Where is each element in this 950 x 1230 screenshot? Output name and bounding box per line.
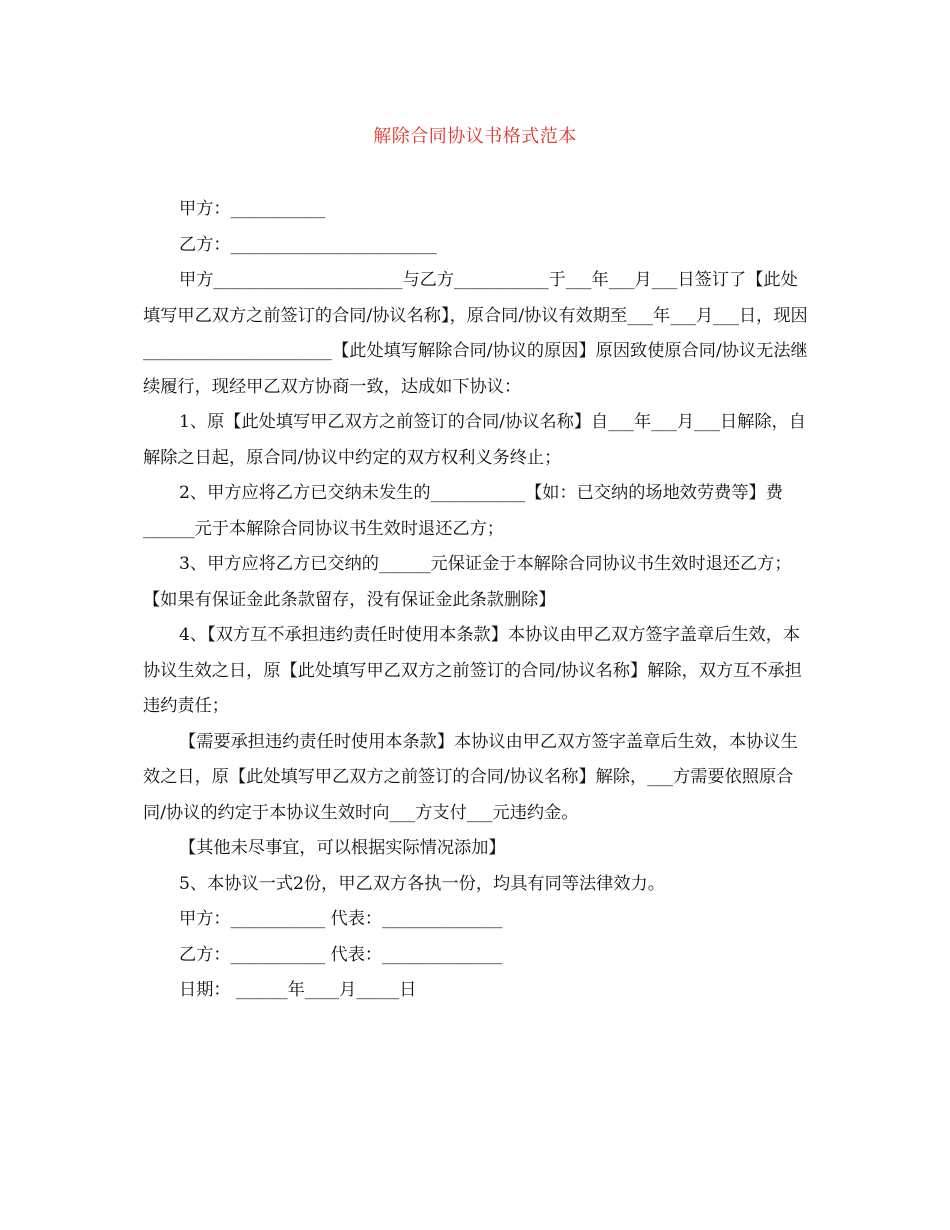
- party-b-line: 乙方：________________________: [179, 234, 437, 255]
- party-a-line: 甲方：___________: [179, 199, 326, 219]
- other-matters-note: 【其他未尽事宜，可以根据实际情况添加】: [179, 838, 506, 858]
- clause-5: 5、本协议一式2份，甲乙双方各执一份，均具有同等法律效力。: [179, 873, 665, 894]
- document-body: [143, 192, 811, 1009]
- clause-3: 3、甲方应将乙方已交纳的______元保证金于本解除合同协议书生效时退还乙方；【如果有保证金此条款留存，没有保证金此条款删除】: [143, 554, 792, 610]
- signature-party-a: 甲方：___________ 代表：______________: [179, 909, 503, 929]
- signature-date: 日期： ______年____月_____日: [179, 980, 417, 1000]
- clause-1: 1、原【此处填写甲乙双方之前签订的合同/协议名称】自___年___月___日解除，自解除之日起，原合同/协议中约定的双方权利义务终止；: [143, 412, 806, 468]
- clause-2: 2、甲方应将乙方已交纳未发生的___________【如：已交纳的场地效劳费等】费______元于本解除合同协议书生效时退还乙方；: [143, 483, 783, 539]
- clause-4: 4、【双方互不承担违约责任时使用本条款】本协议由甲乙双方签字盖章后生效，本协议生效之日，原【此处填写甲乙双方之前签订的合同/协议名称】解除，双方互不承担违约责任；: [143, 625, 802, 716]
- clause-4-alternative: 【需要承担违约责任时使用本条款】本协议由甲乙双方签字盖章后生效，本协议生效之日，原【此处填写甲乙双方之前签订的合同/协议名称】解除，___方需要依照原合同/协议的约定于本协议生效时向___方支付___元违约金。: [143, 731, 798, 823]
- signature-party-b: 乙方：___________ 代表：______________: [179, 944, 503, 965]
- preamble-paragraph: 甲方______________________与乙方___________于___年___月___日签订了【此处填写甲乙双方之前签订的合同/协议名称】，原合同/协议有效期至___年___月___日，现因______________________【此处填写解除合同/协议的原因】原因致使原合同/协议无法继续履行，现经甲乙双方协商一致，达成如下协议：: [143, 270, 808, 397]
- document-title: 解除合同协议书格式范本: [373, 126, 577, 147]
